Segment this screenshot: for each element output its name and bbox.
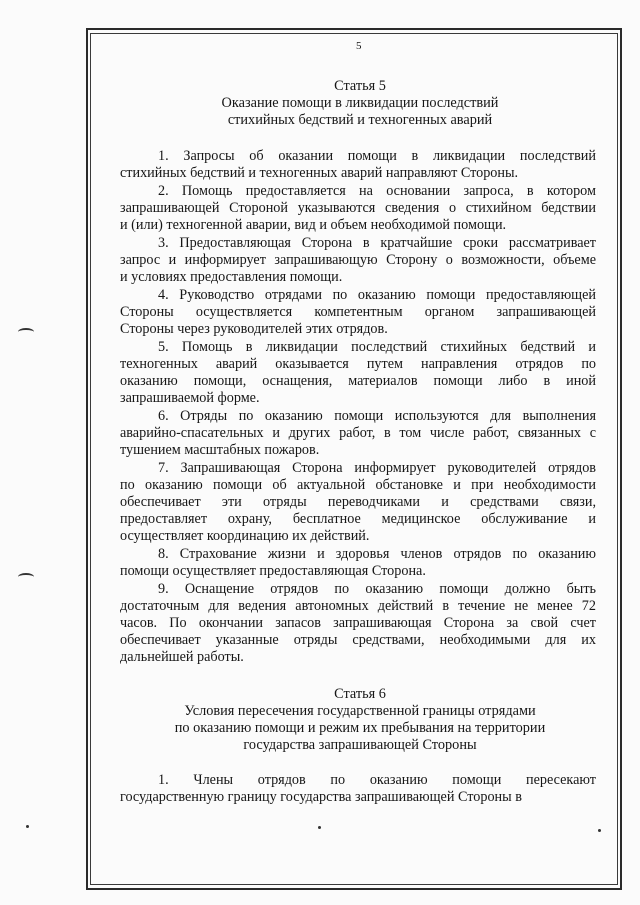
article-6-title-line: государства запрашивающей Стороны (243, 737, 477, 753)
paragraph-line: техногенных аварий оказывается путем направления отрядов по (120, 356, 596, 373)
article-6-heading: Статья 6 (334, 686, 386, 702)
paragraph-line: запрашивающей Стороной указываются сведения о стихийном бедствии (120, 200, 596, 217)
paragraph-line: обеспечивает указанные отряды средствами, необходимыми для их (120, 632, 596, 649)
paragraph-line: запрос и информирует запрашивающую Сторону о возможности, объеме (120, 252, 596, 269)
article-6-title-line: по оказанию помощи и режим их пребывания на территории (174, 720, 546, 736)
paragraph-line: помощи осуществляет предоставляющая Сторона. (120, 563, 426, 580)
article-5-heading: Статья 5 (334, 78, 386, 94)
paragraph-line: достаточным для ведения автономных действий в течение не менее 72 (120, 598, 596, 615)
paragraph-line: тушением масштабных пожаров. (120, 442, 320, 459)
paragraph-line: по оказанию помощи об актуальной обстановке и при необходимости (120, 477, 596, 494)
article-5-paragraph-7 (120, 460, 596, 545)
paragraph-line: Стороны осуществляется компетентным органом запрашивающей (120, 304, 596, 321)
paragraph-line: 4. Руководство отрядами по оказанию помощи предоставляющей (158, 287, 596, 303)
article-5-paragraph-1 (120, 148, 596, 182)
paragraph-line: оказанию помощи, оснащения, материалов помощи либо в иной (120, 373, 596, 390)
article-5-paragraph-3 (120, 235, 596, 286)
article-6-title-line: Условия пересечения государственной границы отрядами (184, 703, 536, 719)
article-5-paragraph-4 (120, 287, 596, 338)
paragraph-line: 8. Страхование жизни и здоровья членов отрядов по оказанию (158, 546, 596, 562)
article-5-title-line: Оказание помощи в ликвидации последствий (221, 95, 499, 111)
page-number: 5 (356, 40, 362, 52)
paragraph-line: 2. Помощь предоставляется на основании запроса, в котором (158, 183, 596, 199)
article-6-header (120, 686, 600, 754)
paragraph-line: часов. По окончании запасов запрашивающая Сторона за свой счет (120, 615, 596, 632)
article-6-paragraph-1 (120, 772, 596, 806)
scan-speck (318, 826, 321, 829)
paragraph-line: 5. Помощь в ликвидации последствий стихийных бедствий и (158, 339, 596, 355)
paragraph-line: государственную границу государства запрашивающей Стороны в (120, 789, 522, 806)
article-5-paragraph-5 (120, 339, 596, 407)
paragraph-line: 1. Члены отрядов по оказанию помощи пересекают (158, 772, 596, 788)
article-5-paragraph-6 (120, 408, 596, 459)
article-5-paragraph-2 (120, 183, 596, 234)
scan-speck (26, 825, 29, 828)
paragraph-line: 7. Запрашивающая Сторона информирует руководителей отрядов (158, 460, 596, 476)
paragraph-line: и (или) техногенной аварии, вид и объем необходимой помощи. (120, 217, 507, 234)
paragraph-line: 9. Оснащение отрядов по оказанию помощи должно быть (158, 581, 596, 597)
paragraph-line: предоставляет охрану, бесплатное медицинское обслуживание и (120, 511, 596, 528)
paragraph-line: Стороны через руководителей этих отрядов. (120, 321, 388, 338)
article-5-header (120, 78, 600, 129)
margin-punch-mark (18, 328, 34, 336)
paragraph-line: стихийных бедствий и техногенных аварий направляют Стороны. (120, 165, 519, 182)
paragraph-line: дальнейшей работы. (120, 649, 244, 666)
article-5-title-line: стихийных бедствий и техногенных аварий (227, 112, 493, 128)
paragraph-line: запрашиваемой форме. (120, 390, 260, 407)
margin-punch-mark (18, 573, 34, 581)
paragraph-line: осуществляет координацию их действий. (120, 528, 370, 545)
article-5-paragraph-9 (120, 581, 596, 666)
scan-speck (598, 829, 601, 832)
paragraph-line: и условиях предоставления помощи. (120, 269, 343, 286)
paragraph-line: аварийно-спасательных и других работ, в том числе работ, связанных с (120, 425, 596, 442)
article-5-paragraph-8 (120, 546, 596, 580)
paragraph-line: 6. Отряды по оказанию помощи используются для выполнения (158, 408, 596, 424)
paragraph-line: 1. Запросы об оказании помощи в ликвидации последствий (158, 148, 596, 164)
paragraph-line: 3. Предоставляющая Сторона в кратчайшие сроки рассматривает (158, 235, 596, 251)
paragraph-line: обеспечивает эти отряды переводчиками и средствами связи, (120, 494, 596, 511)
